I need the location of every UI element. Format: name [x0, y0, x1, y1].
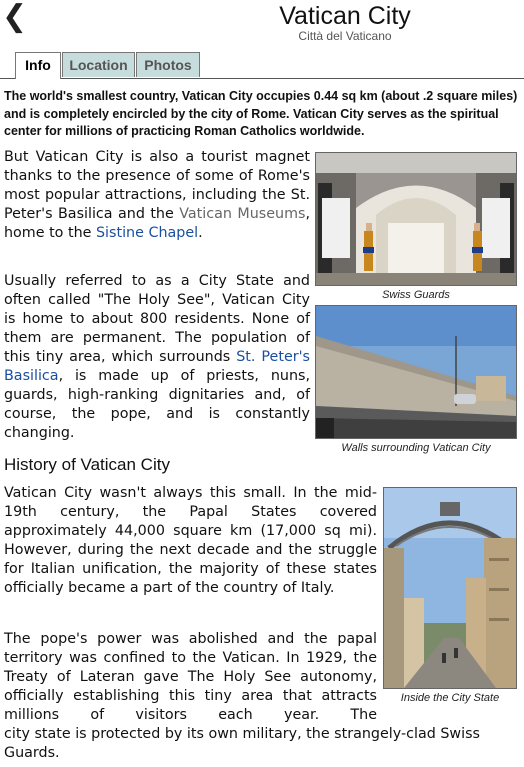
tab-info[interactable]: Info: [15, 52, 61, 79]
tab-bar: [0, 52, 524, 79]
paragraph-text: city state is protected by its own military, the strangely-clad Swiss Guards.: [4, 726, 480, 761]
back-icon[interactable]: ❮: [2, 0, 28, 34]
swiss-guards-caption: Swiss Guards: [382, 289, 450, 301]
inside-city-state-image: [384, 488, 516, 688]
swiss-guards-photo[interactable]: [315, 152, 517, 286]
vatican-walls-photo[interactable]: [315, 305, 517, 439]
paragraph-tourism: [4, 148, 310, 243]
paragraph-history: Vatican City wasn't always this small. In the mid-19th century, the Papal States covered approximately 44,000 square km (17,000 sq mi). However, during the next decade and the struggle for Italian unification, the majority of these states officially became a part of the country of Italy.: [4, 485, 377, 596]
paragraph-text: .: [198, 225, 203, 241]
paragraph-population: [4, 272, 310, 443]
inside-city-state-photo[interactable]: [383, 487, 517, 689]
vatican-museums-link[interactable]: Vatican Museums: [179, 206, 306, 222]
paragraph-text: Usually referred to as a City State and often called "The Holy See", Vatican City is home to about 800 residents. None of them are permanent. The population of this tiny area, which surrounds: [4, 273, 310, 365]
vatican-walls-image: [316, 306, 516, 438]
page-title: Vatican City: [279, 2, 411, 30]
sistine-chapel-link[interactable]: Sistine Chapel: [95, 225, 199, 241]
tab-location[interactable]: Location: [62, 52, 135, 77]
history-heading: History of Vatican City: [4, 455, 170, 474]
page-subtitle: Città del Vaticano: [298, 29, 392, 43]
st-peters-basilica-link[interactable]: St. Peter's Basilica: [4, 349, 311, 384]
intro-text: The world's smallest country, Vatican City occupies 0.44 sq km (about .2 square miles) and is completely encircled by the city of Rome. Vatican City serves as the spiritual center for millions of practicing Roman Catholics worldwide.: [4, 89, 518, 138]
swiss-guards-image: [316, 153, 516, 285]
inside-city-state-caption: Inside the City State: [400, 692, 500, 704]
paragraph-text: , is made up of priests, nuns, guards, high-ranking dignitaries and, of course, the pope, and is constantly changing.: [4, 368, 310, 441]
paragraph-text: The pope's power was abolished and the papal territory was confined to the Vatican. In 1929, the Treaty of Lateran gave The Holy See autonomy, officially establishing this tiny area that attracts millions of visitors each year. The: [4, 631, 377, 723]
paragraph-text: But Vatican City is also a tourist magnet thanks to the presence of some of Rome's most popular attractions, including the St. Peter's Basilica and the: [4, 149, 310, 222]
paragraph-text: , home to the: [4, 206, 310, 241]
tab-photos[interactable]: Photos: [136, 52, 200, 77]
vatican-walls-caption: Walls surrounding Vatican City: [341, 442, 491, 454]
